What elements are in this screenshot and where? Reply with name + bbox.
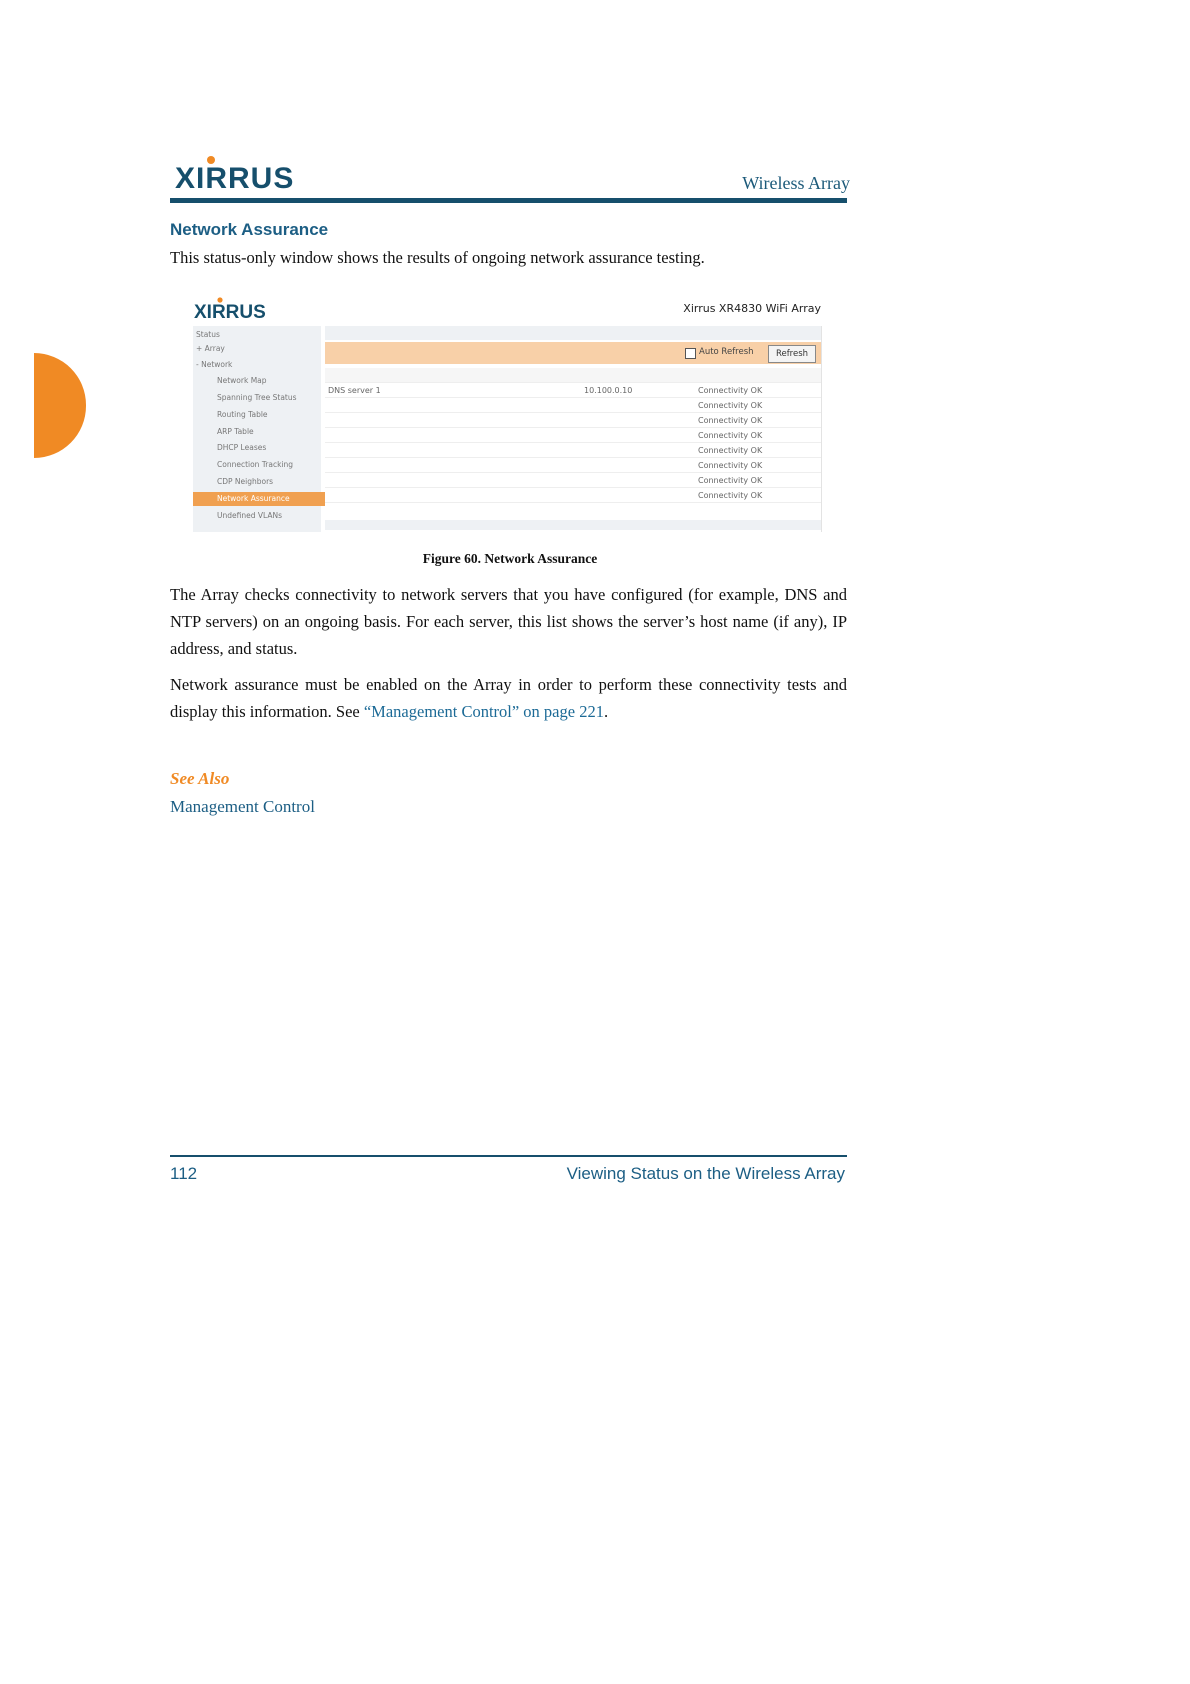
table-row: Connectivity OK — [325, 458, 821, 473]
refresh-button[interactable]: Refresh — [768, 345, 816, 363]
toolbar — [325, 342, 821, 364]
chapter-tab-marker — [34, 353, 86, 458]
table-row: Connectivity OK — [325, 428, 821, 443]
info-bar — [325, 326, 821, 340]
footer-title: Viewing Status on the Wireless Array — [566, 1164, 845, 1183]
screenshot-logo-text: XIRRUS — [194, 302, 266, 320]
servers-table — [325, 368, 821, 503]
table-row: DNS server 1 10.100.0.10 Connectivity OK — [325, 383, 821, 398]
sidebar-item-connection-tracking[interactable]: Connection Tracking — [217, 460, 294, 469]
figure-caption: Figure 60. Network Assurance — [422, 551, 598, 566]
see-also-heading: See Also — [170, 769, 230, 788]
auto-refresh-label: Auto Refresh — [699, 347, 754, 357]
management-control-link[interactable]: Management Control — [170, 797, 315, 816]
page-number: 112 — [170, 1164, 198, 1183]
table-row: Connectivity OK — [325, 443, 821, 458]
logo-text: XIRRUS — [175, 162, 295, 194]
intro-text: This status-only window shows the results of ongoing network assurance testing. — [170, 248, 705, 267]
sidebar-item-cdp-neighbors[interactable]: CDP Neighbors — [217, 477, 274, 486]
sidebar-item-network-assurance[interactable]: Network Assurance — [193, 492, 345, 506]
table-row: Connectivity OK — [325, 398, 821, 413]
sidebar-item-status[interactable]: Status — [196, 330, 220, 339]
header-divider — [170, 198, 847, 203]
sidebar-item-spanning-tree[interactable]: Spanning Tree Status — [217, 393, 297, 402]
header-title: Wireless Array — [742, 173, 850, 193]
paragraph-2 — [170, 671, 847, 725]
sidebar-item-dhcp-leases[interactable]: DHCP Leases — [217, 443, 267, 452]
screenshot-logo — [194, 296, 289, 320]
main-panel — [325, 326, 822, 532]
sidebar-item-network[interactable]: - Network — [196, 360, 233, 369]
sidebar — [193, 326, 321, 532]
auto-refresh-checkbox[interactable] — [685, 348, 696, 359]
table-row: Connectivity OK — [325, 473, 821, 488]
table-footer — [325, 520, 821, 530]
sidebar-item-network-map[interactable]: Network Map — [217, 376, 267, 385]
paragraph-1: The Array checks connectivity to network servers that you have configured (for example, DNS and NTP servers) on an ongoing basis. For each server, this list shows the server’s host name (if any), IP address, and status. — [170, 585, 847, 658]
network-assurance-screenshot — [193, 294, 823, 534]
sidebar-item-routing-table[interactable]: Routing Table — [217, 410, 268, 419]
xirrus-logo — [175, 154, 307, 194]
sidebar-item-array[interactable]: + Array — [196, 344, 225, 353]
table-row: Connectivity OK — [325, 413, 821, 428]
window-title: Xirrus XR4830 WiFi Array — [683, 302, 821, 315]
footer-divider — [170, 1155, 847, 1157]
management-control-xref-link[interactable]: “Management Control” on page 221 — [363, 702, 604, 721]
section-title: Network Assurance — [170, 220, 329, 239]
sidebar-item-undefined-vlans[interactable]: Undefined VLANs — [217, 511, 282, 520]
table-header-row — [325, 368, 821, 383]
sidebar-item-arp-table[interactable]: ARP Table — [217, 427, 254, 436]
table-row: Connectivity OK — [325, 488, 821, 503]
paragraph-2-end: . — [603, 702, 609, 721]
paragraph-2-text: Network assurance must be enabled on the Array in order to perform these connectivity tests and display this information. See — [170, 675, 847, 721]
